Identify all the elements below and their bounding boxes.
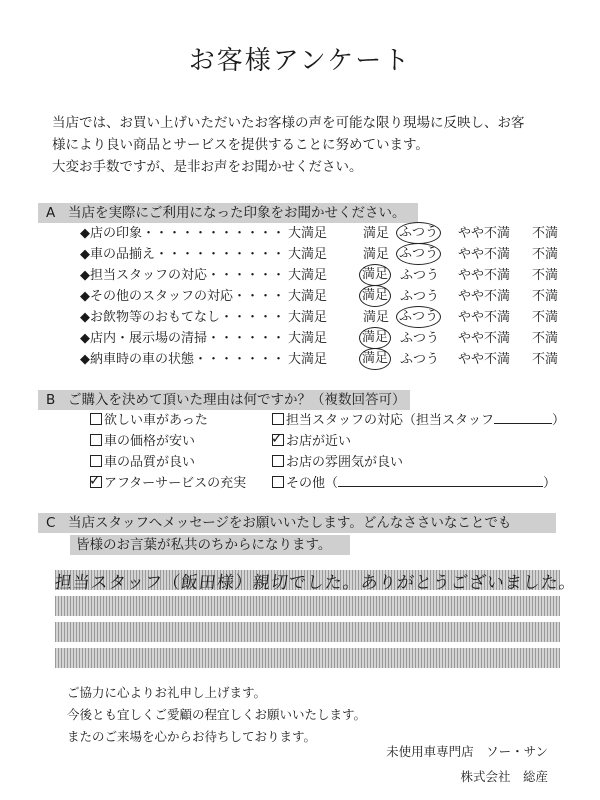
closing-line: またのご来場を心からお待ちしております。: [67, 729, 317, 744]
reason-checkbox-item[interactable]: [272, 474, 600, 494]
fill-in-blank[interactable]: [338, 474, 543, 487]
section-heading: 当店スタッフへメッセージをお願いいたします。どんなささいなことでも: [68, 515, 512, 531]
rating-option[interactable]: やや不満: [458, 331, 511, 346]
closing-paren: ）: [543, 476, 557, 491]
rating-option[interactable]: ふつう: [396, 243, 441, 265]
rating-option[interactable]: 不満: [532, 268, 559, 283]
rating-option[interactable]: 満足: [363, 226, 390, 241]
checkbox-icon[interactable]: [90, 434, 102, 446]
rating-option[interactable]: 不満: [532, 226, 559, 241]
intro-line: 当店では、お買い上げいただいたお客様の声を可能な限り現場に反映し、お客: [52, 115, 525, 131]
checkbox-icon[interactable]: [90, 455, 102, 467]
survey-row: [80, 245, 560, 265]
rating-option[interactable]: 不満: [532, 352, 559, 367]
intro-line: 大変お手数ですが、是非お声をお聞かせください。: [52, 159, 363, 175]
rating-option[interactable]: 不満: [532, 289, 559, 304]
rating-option[interactable]: やや不満: [458, 226, 511, 241]
survey-row: [80, 266, 560, 286]
rating-option[interactable]: ふつう: [400, 268, 440, 283]
question-label: ◆店内・展示場の清掃・・・・・・: [80, 331, 285, 346]
section-a-header: [38, 203, 418, 223]
rating-option[interactable]: 大満足: [288, 268, 328, 283]
survey-row: [80, 287, 560, 307]
question-label: ◆車の品揃え・・・・・・・・・・: [80, 247, 285, 262]
rating-option[interactable]: 大満足: [288, 289, 328, 304]
checkbox-label: アフターサービスの充実: [104, 476, 247, 491]
section-heading: 当店を実際にご利用になった印象をお聞かせください。: [68, 205, 406, 221]
closing-line: ご協力に心よりお礼申し上げます。: [67, 685, 267, 700]
section-letter: B: [46, 392, 56, 408]
shop-name: 未使用車専門店 ソー・サン: [386, 744, 548, 759]
rating-option[interactable]: 不満: [532, 310, 559, 325]
closing-paren: ）: [552, 413, 566, 428]
rating-option[interactable]: やや不満: [458, 352, 511, 367]
checkbox-icon[interactable]: [90, 476, 102, 488]
rating-option[interactable]: 満足: [363, 247, 390, 262]
section-letter: A: [46, 205, 56, 221]
reason-checkbox-item[interactable]: [272, 432, 600, 452]
section-c-subheader: 皆様のお言葉が私共のちからになります。: [70, 535, 350, 555]
rating-option[interactable]: 大満足: [288, 226, 328, 241]
section-letter: C: [46, 515, 56, 531]
checkbox-label: お店が近い: [286, 434, 352, 449]
checkbox-icon[interactable]: [272, 413, 284, 425]
checkbox-label: 担当スタッフの対応（担当スタッフ: [286, 413, 495, 428]
rating-option[interactable]: 満足: [359, 348, 391, 370]
rating-option[interactable]: やや不満: [458, 247, 511, 262]
rating-option[interactable]: ふつう: [396, 222, 441, 244]
reason-checkbox-item[interactable]: [272, 411, 600, 431]
intro-line: 様により良い商品とサービスを提供することに努めています。: [52, 137, 429, 153]
rating-option[interactable]: 満足: [359, 327, 391, 349]
question-label: ◆担当スタッフの対応・・・・・・: [80, 268, 285, 283]
company-name: 株式会社 総産: [460, 769, 548, 784]
rating-option[interactable]: ふつう: [396, 306, 441, 328]
survey-row: [80, 350, 560, 370]
reason-checkbox-item[interactable]: [272, 453, 600, 473]
question-label: ◆納車時の車の状態・・・・・・・: [80, 352, 285, 367]
rating-option[interactable]: 不満: [532, 247, 559, 262]
fill-in-blank[interactable]: [494, 411, 552, 424]
rating-option[interactable]: ふつう: [400, 352, 440, 367]
rating-option[interactable]: 満足: [359, 264, 391, 286]
rating-option[interactable]: ふつう: [400, 289, 440, 304]
rating-option[interactable]: やや不満: [458, 310, 511, 325]
rating-option[interactable]: 満足: [359, 285, 391, 307]
handwritten-message: 担当スタッフ（飯田様）親切でした。ありがとうございました。: [53, 573, 578, 593]
question-label: ◆店の印象・・・・・・・・・・・: [80, 226, 285, 241]
checkbox-label: その他（: [286, 476, 339, 491]
closing-line: 今後とも宜しくご愛顧の程宜しくお願いいたします。: [67, 707, 367, 722]
checkbox-label: 車の品質が良い: [104, 455, 196, 470]
rating-option[interactable]: ふつう: [400, 331, 440, 346]
checkbox-label: 車の価格が安い: [104, 434, 196, 449]
rating-option[interactable]: 大満足: [288, 247, 328, 262]
intro-text: [52, 112, 572, 178]
survey-row: [80, 308, 560, 328]
survey-row: [80, 224, 560, 244]
checkbox-icon[interactable]: [272, 434, 284, 446]
message-line[interactable]: [55, 622, 560, 642]
message-line[interactable]: [55, 596, 560, 616]
rating-option[interactable]: やや不満: [458, 289, 511, 304]
rating-option[interactable]: 不満: [532, 331, 559, 346]
rating-option[interactable]: 大満足: [288, 331, 328, 346]
question-label: ◆その他のスタッフの対応・・・・: [80, 289, 285, 304]
survey-row: [80, 329, 560, 349]
section-heading: ご購入を決めて頂いた理由は何ですか？（複数回答可）: [68, 392, 406, 408]
message-line[interactable]: [55, 648, 560, 668]
rating-option[interactable]: やや不満: [458, 268, 511, 283]
page-title: お客様アンケート: [188, 46, 412, 76]
question-label: ◆お飲物等のおもてなし・・・・・: [80, 310, 285, 325]
checkbox-label: 欲しい車があった: [104, 413, 208, 428]
closing-text: [67, 682, 366, 748]
checkbox-label: お店の雰囲気が良い: [286, 455, 404, 470]
section-c-header: [38, 513, 556, 533]
rating-option[interactable]: 満足: [363, 310, 390, 325]
rating-option[interactable]: 大満足: [288, 352, 328, 367]
section-b-header: [38, 390, 410, 410]
rating-option[interactable]: 大満足: [288, 310, 328, 325]
checkbox-icon[interactable]: [90, 413, 102, 425]
checkbox-icon[interactable]: [272, 455, 284, 467]
checkbox-icon[interactable]: [272, 476, 284, 488]
